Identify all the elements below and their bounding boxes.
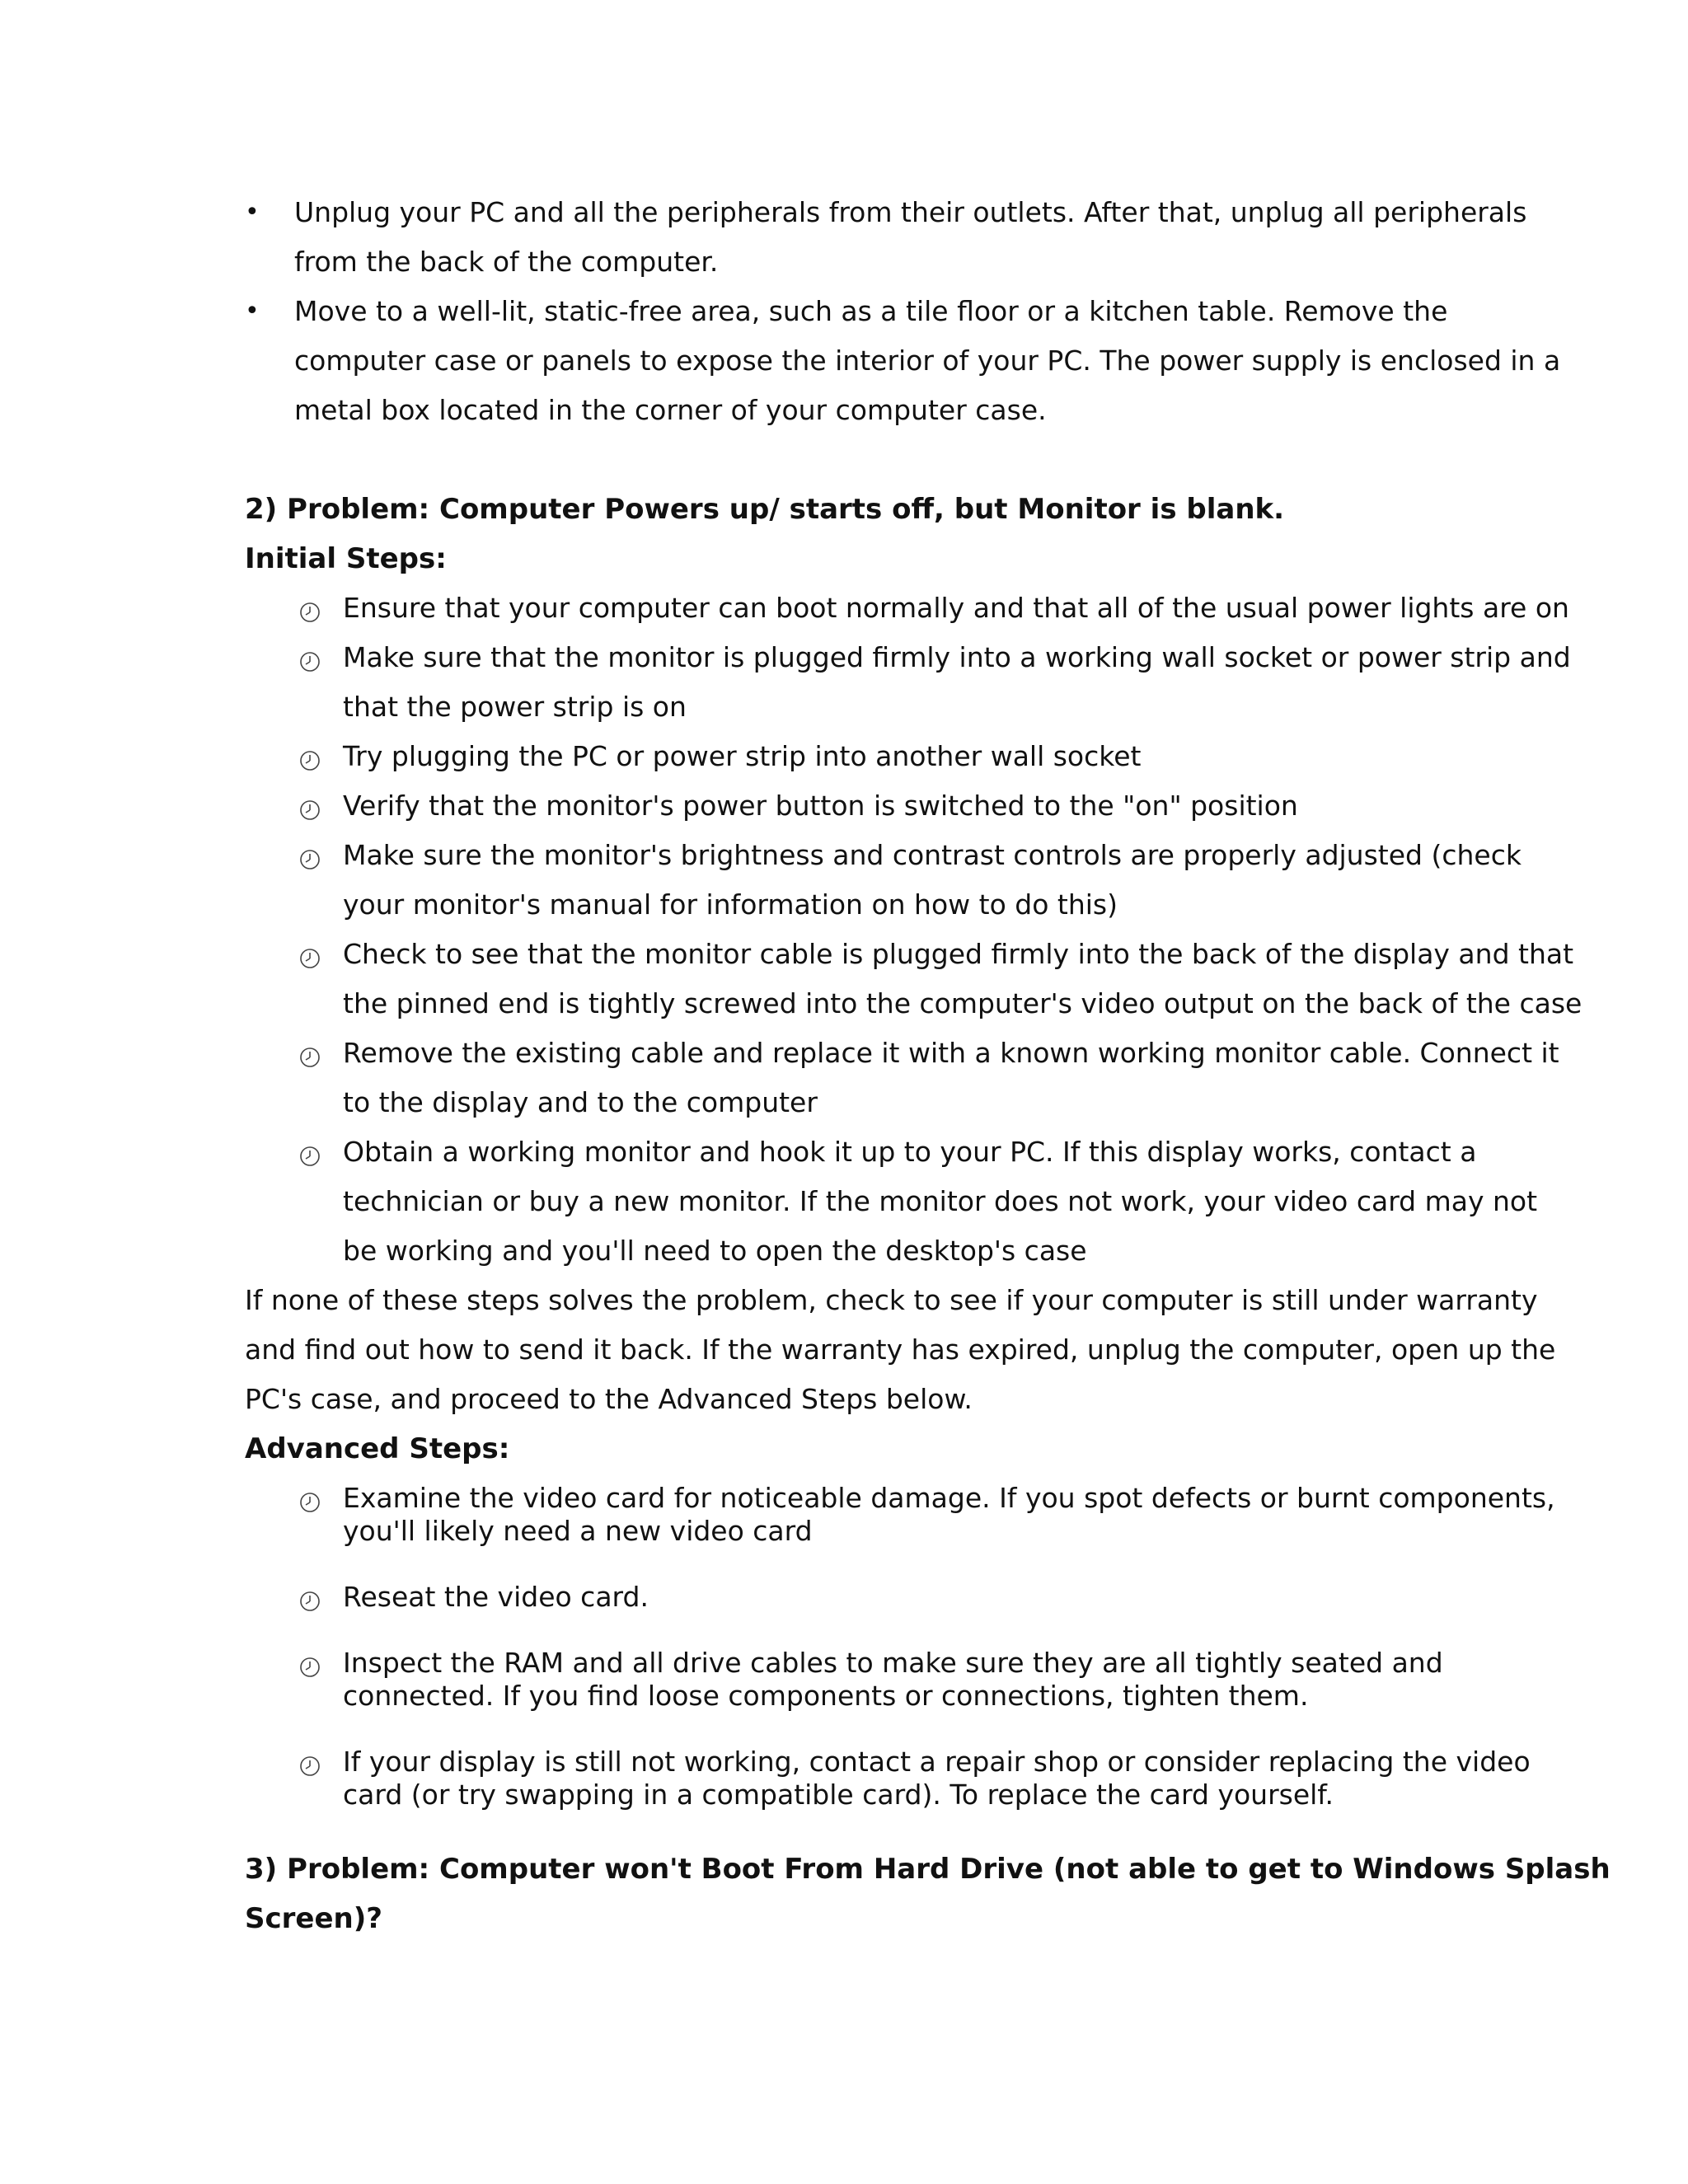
text-line: from the back of the computer. — [294, 246, 719, 278]
text-line: If none of these steps solves the problem, check to see if your computer is still under warranty — [245, 1284, 1538, 1316]
text-line: 3) Problem: Computer won't Boot From Hard Drive (not able to get to Windows Splash — [245, 1853, 1611, 1886]
text-line: Make sure the monitor's brightness and contrast controls are properly adjusted (check — [343, 839, 1522, 871]
text-line: Screen)? — [245, 1902, 382, 1935]
clock-icon — [299, 746, 321, 767]
text-line: computer case or panels to expose the interior of your PC. The power supply is enclosed in a — [294, 344, 1561, 377]
initial-steps-label — [245, 534, 1434, 583]
text-line: connected. If you find loose components or connections, tighten them. — [343, 1680, 1309, 1712]
text-line: Make sure that the monitor is plugged firmly into a working wall socket or power strip and — [343, 641, 1571, 673]
clock-icon — [299, 598, 321, 619]
text-line: Remove the existing cable and replace it with a known working monitor cable. Connect it — [343, 1037, 1559, 1069]
section-heading-text: 2) Problem: Computer Powers up/ starts off, but Monitor is blank. — [245, 493, 1285, 526]
clock-icon — [299, 647, 321, 668]
text-line: and find out how to send it back. If the warranty has expired, unplug the computer, open up the — [245, 1333, 1556, 1366]
text-line: Obtain a working monitor and hook it up to your PC. If this display works, contact a — [343, 1136, 1477, 1168]
text-line: If your display is still not working, contact a repair shop or consider replacing the video — [343, 1746, 1531, 1778]
body-paragraph — [245, 1276, 1556, 1424]
text-line: Inspect the RAM and all drive cables to make sure they are all tightly seated and — [343, 1647, 1443, 1679]
text-line: Unplug your PC and all the peripherals from their outlets. After that, unplug all peripherals — [294, 196, 1527, 228]
text-line: metal box located in the corner of your computer case. — [294, 394, 1047, 426]
text-line: be working and you'll need to open the desktop's case — [343, 1235, 1087, 1267]
clock-icon — [299, 1586, 321, 1608]
text-line: card (or try swapping in a compatible card). To replace the card yourself. — [343, 1779, 1334, 1811]
advanced-steps-label-text: Advanced Steps: — [245, 1432, 510, 1465]
text-line: Check to see that the monitor cable is plugged firmly into the back of the display and that — [343, 938, 1574, 970]
text-line: Move to a well-lit, static-free area, such as a tile floor or a kitchen table. Remove the — [294, 295, 1448, 327]
text-line: Reseat the video card. — [343, 1581, 649, 1613]
text-line: technician or buy a new monitor. If the monitor does not work, your video card may not — [343, 1185, 1538, 1217]
text-line: you'll likely need a new video card — [343, 1515, 813, 1547]
clock-icon — [299, 1043, 321, 1064]
text-line: Ensure that your computer can boot normally and that all of the usual power lights are on — [343, 592, 1569, 624]
text-line: the pinned end is tightly screwed into the computer's video output on the back of the case — [343, 987, 1582, 1019]
clock-icon — [299, 1141, 321, 1163]
clock-icon — [299, 1488, 321, 1509]
clock-icon — [299, 795, 321, 817]
text-line: Try plugging the PC or power strip into another wall socket — [343, 740, 1142, 772]
advanced-steps-label — [245, 1424, 1434, 1474]
document-page — [245, 0, 1611, 2184]
text-line: your monitor's manual for information on how to do this) — [343, 888, 1118, 921]
section-heading — [245, 1844, 1611, 1943]
clock-icon — [299, 1652, 321, 1674]
clock-icon — [299, 845, 321, 866]
section-heading — [245, 485, 1434, 534]
text-line: PC's case, and proceed to the Advanced Steps below. — [245, 1383, 973, 1415]
clock-icon — [299, 944, 321, 965]
bullet-dot: • — [245, 297, 260, 326]
text-line: Verify that the monitor's power button is switched to the "on" position — [343, 790, 1298, 822]
clock-icon — [299, 1751, 321, 1773]
bullet-dot: • — [245, 198, 260, 227]
text-line: Examine the video card for noticeable damage. If you spot defects or burnt components, — [343, 1482, 1555, 1514]
text-line: that the power strip is on — [343, 691, 687, 723]
initial-steps-label-text: Initial Steps: — [245, 542, 447, 575]
text-line: to the display and to the computer — [343, 1086, 818, 1118]
